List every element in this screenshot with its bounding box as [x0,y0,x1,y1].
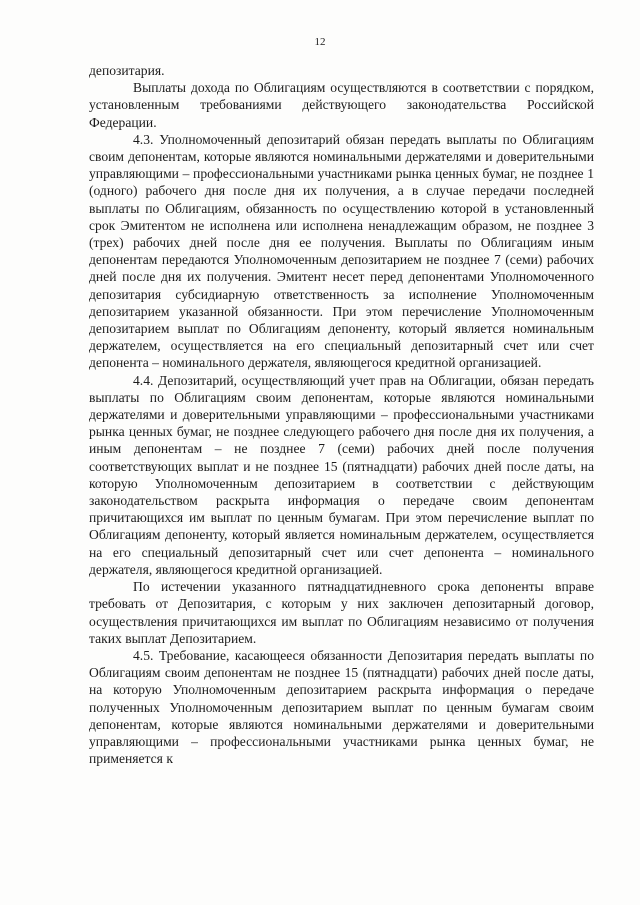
paragraph-continuation: депозитария. [89,63,165,78]
paragraph-fifteen-day-term: По истечении указанного пятнадцатидневного срока депоненты вправе требовать от Депозитария, с которым у них заключен депозитарный договор, осуществления причитающихся им выплат по Облигациям независимо от получения таких выплат Депозитарием. [89,579,594,646]
paragraph-section-4-4: 4.4. Депозитарий, осуществляющий учет прав на Облигации, обязан передать выплаты по Облигациям своим депонентам, которые являются номинальными держателями и доверительными управляющими – профессиональными участниками рынка ценных бумаг, не позднее следующего рабочего дня после дня их получения, а иным депонентам – не позднее 7 (семи) рабочих дней после получения соответствующих выплат и не позднее 15 (пятнадцати) рабочих дней после даты, на которую Уполномоченным депозитарием в соответствии с действующим законодательством раскрыта информация о передаче своим депонентам причитающихся им выплат по ценным бумагам. При этом перечисление выплат по Облигациям депоненту, который является номинальным держателем, осуществляется на его специальный депозитарный счет или счет депонента – номинального держателя, являющегося кредитной организацией. [89,372,594,577]
paragraph-section-4-5: 4.5. Требование, касающееся обязанности Депозитария передать выплаты по Облигациям своим депонентам не позднее 15 (пятнадцати) рабочих дней после даты, на которую Уполномоченным депозитарием раскрыта информация о передаче полученных Уполномоченным депозитарием выплат по ценным бумагам своим депонентам, которые являются номинальными держателями и доверительными управляющими – профессиональными участниками рынка ценных бумаг, не применяется к [89,647,594,767]
document-body [89,62,594,767]
paragraph-income-payments: Выплаты дохода по Облигациям осуществляются в соответствии с порядком, установленным требованиями действующего законодательства Российской Федерации. [89,80,594,130]
paragraph-section-4-3: 4.3. Уполномоченный депозитарий обязан передать выплаты по Облигациям своим депонентам, которые являются номинальными держателями и доверительными управляющими – профессиональными участниками рынка ценных бумаг, не позднее 1 (одного) рабочего дня после дня их получения, а в случае передачи последней выплаты по Облигациям, обязанность по осуществлению которой в установленный срок Эмитентом не исполнена или исполнена ненадлежащим образом, не позднее 3 (трех) рабочих дней после дня ее получения. Выплаты по Облигациям иным депонентам передаются Уполномоченным депозитарием не позднее 7 (семи) рабочих дней после дня их получения. Эмитент несет перед депонентами Уполномоченного депозитария субсидиарную ответственность за исполнение Уполномоченным депозитарием указанной обязанности. При этом перечисление Уполномоченным депозитарием выплат по Облигациям депоненту, который является номинальным держателем, осуществляется на его специальный депозитарный счет или счет депонента – номинального держателя, являющегося кредитной организацией. [89,131,594,371]
page-number: 12 [314,36,326,48]
